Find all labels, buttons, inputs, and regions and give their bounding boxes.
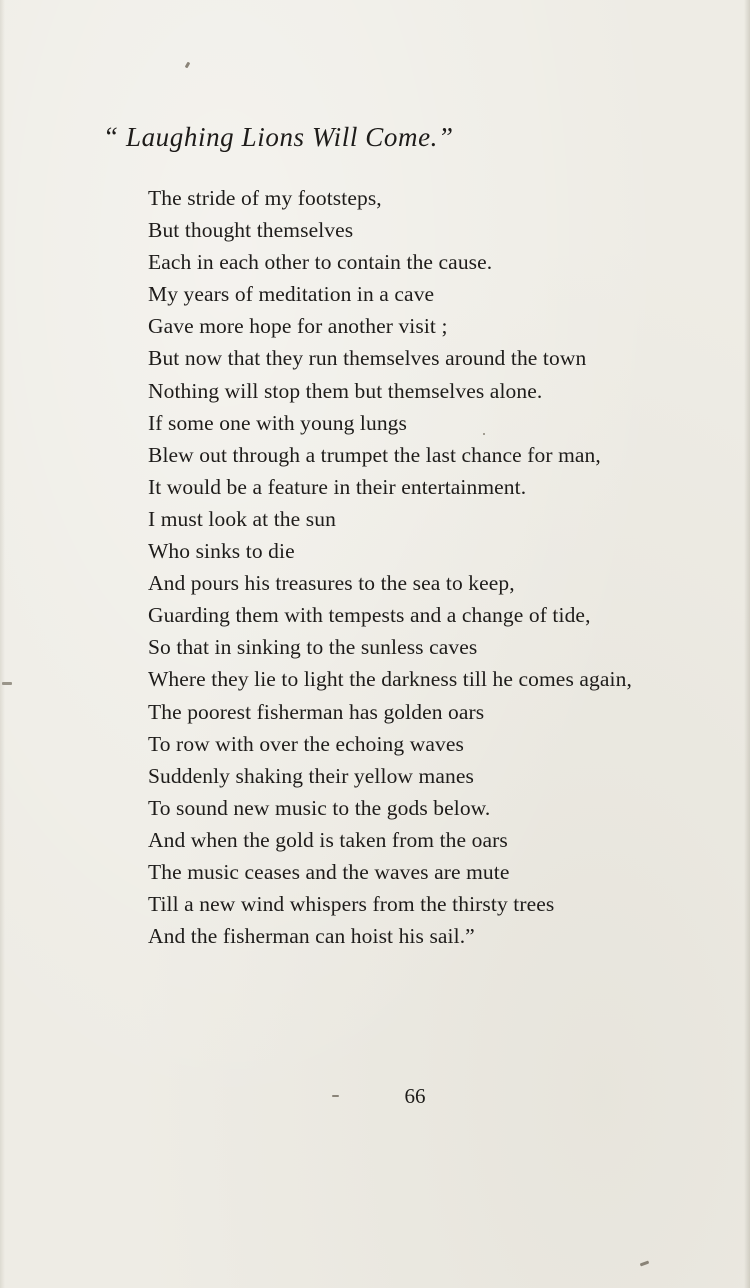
poem-line: But thought themselves (148, 218, 354, 243)
poem-line: Who sinks to die (148, 539, 295, 564)
paper-speck (2, 682, 12, 685)
poem-line: And when the gold is taken from the oars (148, 827, 508, 852)
poem-line: Blew out through a trumpet the last chance for man, (148, 442, 601, 467)
paper-speck (640, 1261, 649, 1267)
page-number: 66 (404, 1084, 426, 1108)
poem-line: I must look at the sun (148, 506, 336, 531)
poem-line: The music ceases and the waves are mute (148, 859, 510, 884)
poem-line: If some one with young lungs (148, 410, 407, 435)
poem-line: To row with over the echoing waves (148, 731, 464, 756)
paper-speck (185, 62, 191, 69)
poem-line: And the fisherman can hoist his sail.” (148, 924, 475, 949)
poem-line: But now that they run themselves around the town (148, 346, 587, 371)
poem-line: To sound new music to the gods below. (148, 795, 491, 820)
poem-line: Nothing will stop them but themselves alone. (148, 378, 543, 403)
poem-line: Suddenly shaking their yellow manes (148, 763, 474, 788)
poem-line: Guarding them with tempests and a change of tide, (148, 603, 591, 628)
poem-line: The poorest fisherman has golden oars (148, 699, 485, 724)
poem-line: Gave more hope for another visit ; (148, 314, 448, 339)
poem-line: It would be a feature in their entertainment. (148, 474, 527, 499)
poem-line: So that in sinking to the sunless caves (148, 635, 478, 660)
poem-line: And pours his treasures to the sea to keep, (148, 571, 515, 596)
paper-speck (332, 1095, 339, 1097)
poem-line: Each in each other to contain the cause. (148, 250, 493, 275)
poem-line: The stride of my footsteps, (148, 186, 382, 210)
poem-line: Till a new wind whispers from the thirsty trees (148, 892, 555, 917)
poem-body (148, 182, 632, 952)
poem-line: My years of meditation in a cave (148, 282, 435, 307)
paper-speck (483, 433, 485, 435)
poem-title: “ Laughing Lions Will Come.” (103, 122, 454, 152)
poem-line: Where they lie to light the darkness till he comes again, (148, 667, 632, 692)
